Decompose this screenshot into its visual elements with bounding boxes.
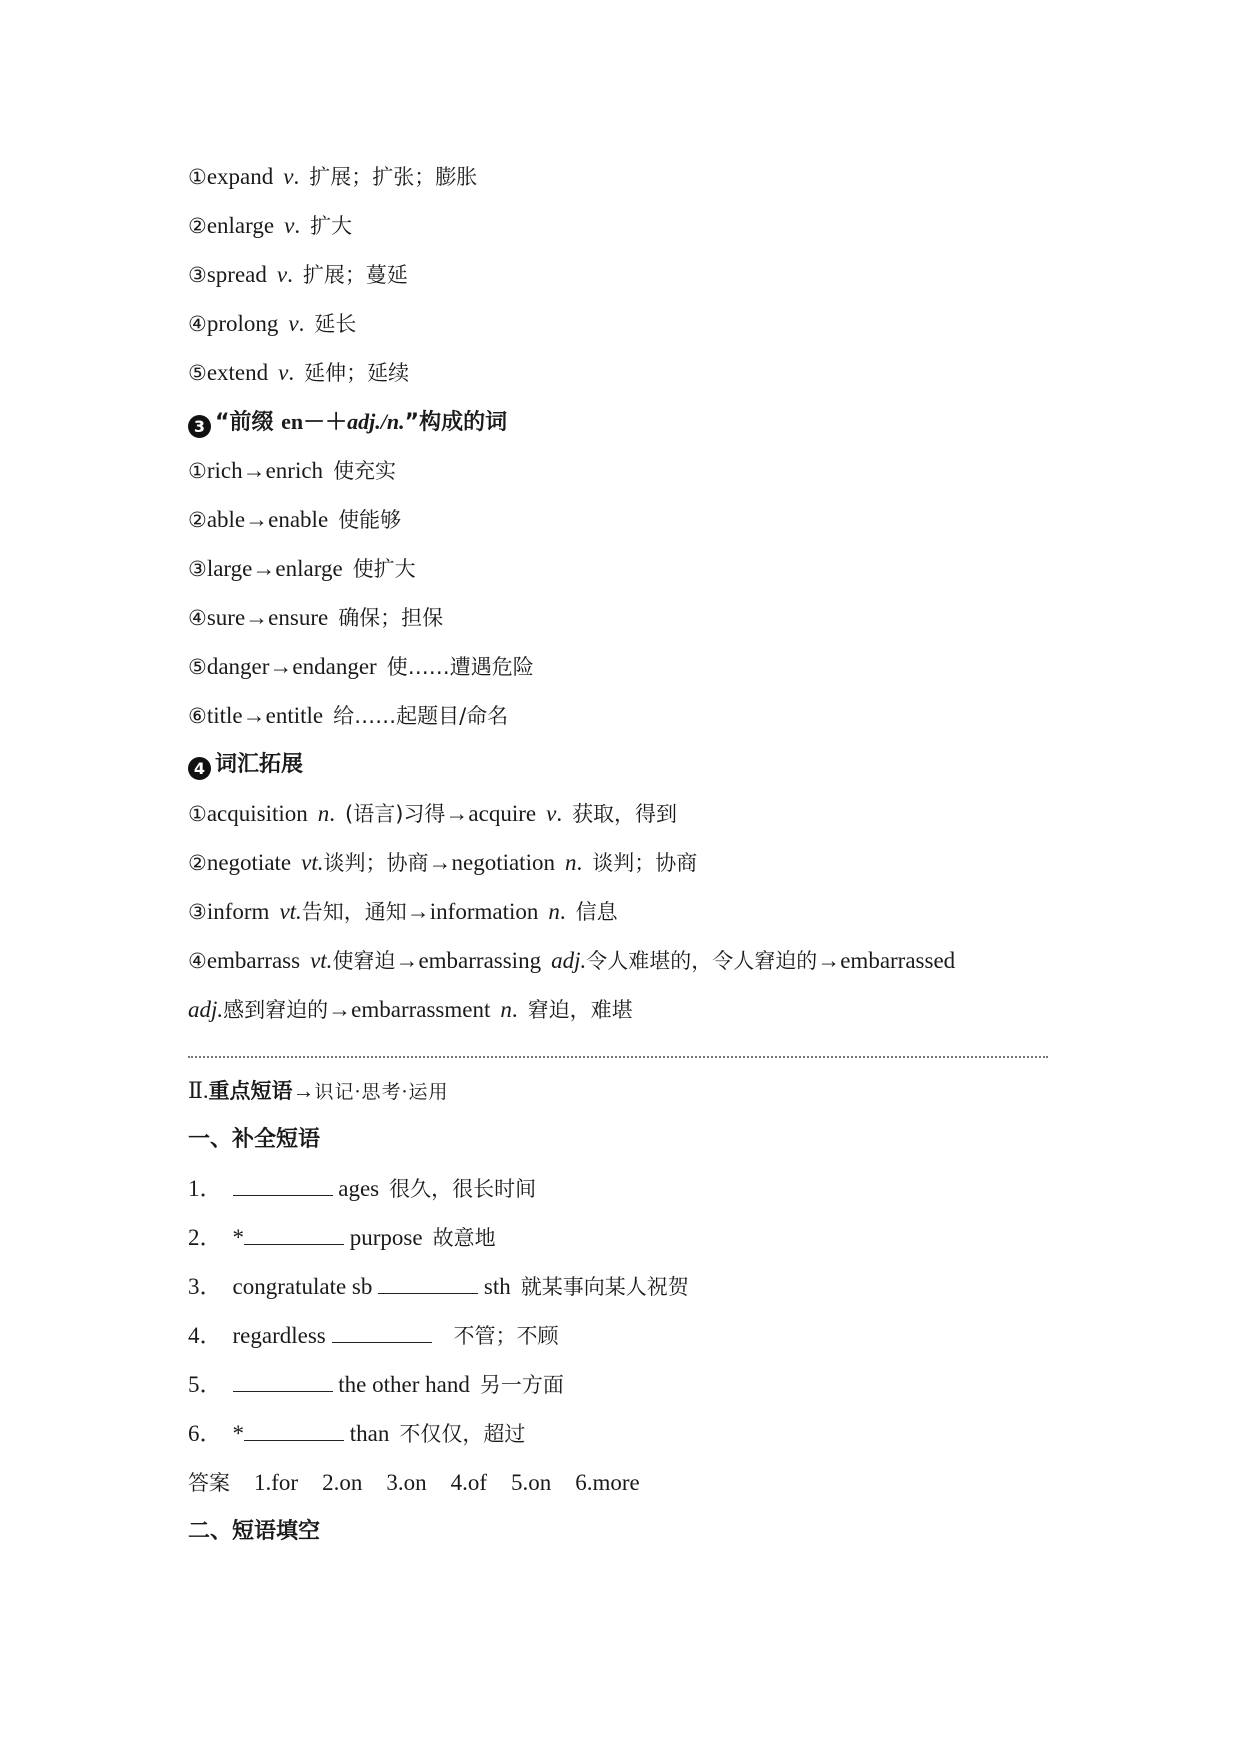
part-of-speech: vt. [301,850,324,875]
meaning: 故意地 [432,1226,496,1250]
part-of-speech: n [564,850,577,875]
meaning: 很久，很长时间 [389,1177,537,1201]
item-number: ② [188,508,207,532]
heading-text: 词汇拓展 [215,752,304,777]
part-of-speech: vt. [279,899,302,924]
prefix-item [188,593,1058,642]
synonym-item: ⑤extend v. 延伸；延续 [188,360,410,385]
part-of-speech: v [283,164,294,189]
word: enlarge [206,213,275,238]
section-title-sub: 识记·思考·运用 [314,1081,449,1103]
meaning: 确保；担保 [338,606,444,630]
phrase-text: ages [338,1176,380,1201]
derived-word: enlarge [275,556,343,581]
meaning: 使能够 [338,508,402,532]
base-word: rich [206,458,243,483]
arrow-icon: → [328,997,352,1022]
expansion-item [188,936,1058,985]
meaning: 感到窘迫的 [223,998,329,1022]
answer-value: 2.on [322,1470,363,1495]
item-number: 4． [188,1323,223,1348]
section-title [188,1066,1058,1115]
fill-blank[interactable] [244,1224,344,1245]
meaning: 扩展；扩张；膨胀 [309,165,478,189]
word: embarrass [206,948,301,973]
item-number: ② [188,214,207,238]
meaning: 给……起题目/命名 [333,704,509,728]
derived-word: entitle [265,703,324,728]
phrase-item [188,1409,1058,1458]
word: embarrassed [840,948,956,973]
part-of-speech: v [278,360,289,385]
part-title: 一、补全短语 [188,1127,321,1152]
base-word: danger [206,654,270,679]
part-of-speech: v [284,213,295,238]
base-word: large [206,556,253,581]
fill-blank[interactable] [378,1273,478,1294]
meaning: 谈判；协商 [323,851,429,875]
part-heading [188,1507,1058,1556]
answer-label: 答案 [188,1471,230,1495]
answer-value: 4.of [450,1470,487,1495]
arrow-icon: → [406,899,430,924]
part-of-speech: adj. [188,997,224,1022]
word: extend [206,360,269,385]
meaning: 使扩大 [352,557,416,581]
heading-prefix: en [281,409,304,434]
item-number: 5． [188,1372,223,1397]
part-of-speech: adj. [551,948,587,973]
word: prolong [206,311,279,336]
prefix-item [188,642,1058,691]
phrase-text: congratulate sb [232,1274,373,1299]
meaning: 谈判；协商 [592,851,698,875]
base-word: title [206,703,243,728]
fill-blank[interactable] [233,1371,333,1392]
part-of-speech: v [546,801,557,826]
fill-blank[interactable] [244,1420,344,1441]
word: negotiate [206,850,292,875]
number-bullet-icon: 4 [188,757,211,780]
heading-text: ”构成的词 [404,410,508,435]
roman-numeral: Ⅱ. [188,1078,209,1103]
answer-value: 6.more [575,1470,640,1495]
star-mark: * [232,1225,244,1250]
item-number: ⑤ [188,655,207,679]
derived-word: enable [268,507,329,532]
phrase-item [188,1164,1058,1213]
section-heading-prefix [188,397,1058,446]
phrase-text: than [349,1421,390,1446]
arrow-icon: → [245,507,269,532]
item-number: 6． [188,1421,223,1446]
item-number: 1． [188,1176,223,1201]
item-number: ① [188,459,207,483]
word: information [429,899,539,924]
word: inform [206,899,270,924]
expansion-item: ②negotiate vt.谈判；协商→negotiation n. 谈判；协商 [188,850,698,875]
derived-word: endanger [292,654,377,679]
heading-operator: －＋ [303,410,348,435]
meaning: (语言)习得 [345,802,446,826]
part-of-speech: n [548,899,560,924]
part-of-speech: n [317,801,330,826]
item-number: ① [188,802,207,826]
star-mark: * [232,1421,244,1446]
item-number: ③ [188,900,207,924]
section-divider [188,1056,1048,1058]
heading-text: “前缀 [215,410,282,435]
expansion-item: ③inform vt.告知，通知→information n. 信息 [188,899,618,924]
item-number: ④ [188,606,207,630]
synonym-item: ③spread v. 扩展；蔓延 [188,262,408,287]
meaning: 延伸；延续 [304,361,410,385]
word: embarrassment [351,997,491,1022]
meaning: 令人难堪的，令人窘迫的 [586,949,818,973]
meaning: 使窘迫 [332,949,396,973]
arrow-icon: → [252,556,276,581]
fill-blank[interactable] [332,1322,432,1343]
phrase-text: sth [483,1274,511,1299]
meaning: 就某事向某人祝贺 [520,1275,689,1299]
meaning: 另一方面 [479,1373,564,1397]
part-title: 二、短语填空 [188,1519,321,1544]
item-number: ③ [188,557,207,581]
meaning: 获取，得到 [572,802,678,826]
derived-word: enrich [265,458,324,483]
phrase-text: regardless [232,1323,326,1348]
meaning: 延长 [314,312,357,336]
meaning: 扩展；蔓延 [302,263,408,287]
word: expand [206,164,274,189]
answer-value: 1.for [254,1470,299,1495]
arrow-icon: → [269,654,293,679]
meaning: 告知，通知 [301,900,407,924]
expansion-item: ①acquisition n. (语言)习得→acquire v. 获取，得到 [188,801,678,826]
meaning: 使充实 [333,459,397,483]
part-of-speech: v [288,311,299,336]
item-number: ⑤ [188,361,207,385]
item-number: 3． [188,1274,223,1299]
item-number: ⑥ [188,704,207,728]
heading-pos: adj./n. [347,409,405,434]
phrase-item [188,1262,1058,1311]
phrase-text: the other hand [338,1372,470,1397]
section-title-main: 重点短语 [208,1079,293,1103]
section-heading-expansion [188,740,1058,789]
word: negotiation [451,850,555,875]
arrow-icon: → [242,703,266,728]
arrow-icon: → [242,458,266,483]
part-of-speech: n [500,997,512,1022]
part-of-speech: v [276,262,288,287]
meaning: 使……遭遇危险 [386,655,534,679]
base-word: able [206,507,246,532]
word: spread [206,262,267,287]
fill-blank[interactable] [233,1175,333,1196]
prefix-item [188,446,1058,495]
arrow-icon: → [292,1078,315,1103]
arrow-icon: → [817,948,841,973]
synonym-item: ②enlarge v. 扩大 [188,213,353,238]
meaning: 信息 [575,900,618,924]
arrow-icon: → [245,605,269,630]
base-word: sure [206,605,246,630]
synonym-item: ①expand v. 扩展；扩张；膨胀 [188,164,478,189]
phrase-item [188,1213,1058,1262]
meaning: 扩大 [310,214,353,238]
prefix-item [188,544,1058,593]
item-number: 2． [188,1225,223,1250]
meaning: 窘迫，难堪 [527,998,633,1022]
item-number: ③ [188,263,207,287]
answer-value: 5.on [511,1470,552,1495]
derived-word: ensure [268,605,329,630]
phrase-item [188,1360,1058,1409]
part-heading [188,1115,1058,1164]
item-number: ② [188,851,207,875]
word: embarrassing [418,948,542,973]
item-number: ④ [188,312,207,336]
meaning: 不仅仅，超过 [399,1422,526,1446]
synonym-item: ④prolong v. 延长 [188,311,357,336]
item-number: ④ [188,949,207,973]
vocab-section [188,152,1058,1034]
phrase-text: purpose [349,1225,423,1250]
arrow-icon: → [395,948,419,973]
item-number: ① [188,165,207,189]
answer-value: 3.on [386,1470,427,1495]
word: acquisition [206,801,308,826]
meaning: 不管；不顾 [453,1324,559,1348]
phrase-item [188,1311,1058,1360]
answer-line [188,1458,1058,1507]
phrases-section [188,1066,1058,1556]
arrow-icon: → [428,850,452,875]
prefix-item [188,691,1058,740]
word: acquire [468,801,537,826]
number-bullet-icon: 3 [188,415,211,438]
arrow-icon: → [445,801,469,826]
expansion-item-continued: adj.感到窘迫的→embarrassment n. 窘迫，难堪 [188,997,633,1022]
prefix-item [188,495,1058,544]
part-of-speech: vt. [310,948,333,973]
